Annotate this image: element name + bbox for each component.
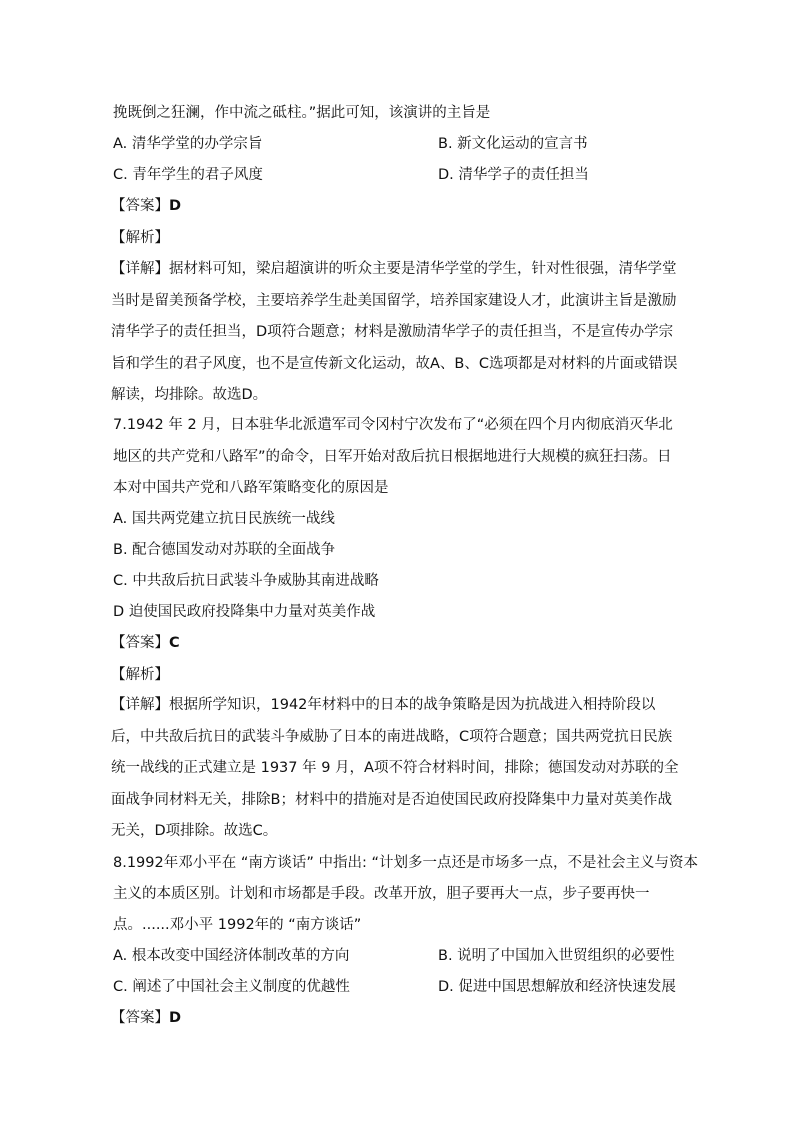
- q8-answer-row: [111, 1008, 181, 1028]
- q8-stem-line-3: 点。......邓小平 1992年的 “南方谈话”: [113, 917, 362, 933]
- q6-detail-text: 据材料可知，梁启超演讲的听众主要是清华学堂的学生，针对性很强，清华学堂当时是留美预备学校，主要培养学生赴美国留学，培养国家建设人才，此演讲主旨是激励清华学子的责任担当，D项符合题意；材料是激励清华学子的责任担当，不是宣传办学宗旨和学生的君子风度，也不是宣传新文化运动，故A、B、C选项都是对材料的片面或错误解读，均排除。故选D。: [111, 261, 678, 403]
- q6-answer-row: [111, 196, 181, 216]
- q8-answer-tag: 【答案】: [111, 1010, 169, 1026]
- q6-detail: [111, 254, 681, 412]
- q8-option-a: A. 根本改变中国经济体制改革的方向: [113, 948, 350, 964]
- q8-stem-line-1: 8.1992年邓小平在 “南方谈话” 中指出: “计划多一点还是市场多一点，不是社会主义与资本: [113, 855, 698, 871]
- q7-option-a: A. 国共两党建立抗日民族统一战线: [113, 511, 335, 527]
- q7-answer-row: [111, 633, 180, 653]
- q7-option-d: D 迫使国民政府投降集中力量对英美作战: [113, 604, 376, 620]
- q7-option-c: C. 中共敌后抗日武装斗争威胁其南进战略: [113, 573, 379, 589]
- q7-option-b: B. 配合德国发动对苏联的全面战争: [113, 542, 336, 558]
- q6-stem-tail: 挽既倒之狂澜，作中流之砥柱。”据此可知，该演讲的主旨是: [113, 105, 491, 121]
- q8-stem-line-2: 主义的本质区别。计划和市场都是手段。改革开放，胆子要再大一点，步子要再快一: [113, 886, 650, 902]
- q7-detail-tag: 【详解】: [111, 697, 169, 713]
- q6-answer: D: [169, 198, 182, 214]
- q6-analysis-tag: 【解析】: [111, 230, 169, 246]
- q8-option-c: C. 阐述了中国社会主义制度的优越性: [113, 979, 350, 995]
- q6-option-b: B. 新文化运动的宣言书: [438, 136, 588, 152]
- q6-option-c: C. 青年学生的君子风度: [113, 167, 263, 183]
- q6-option-d: D. 清华学子的责任担当: [438, 167, 589, 183]
- q8-answer: D: [169, 1010, 182, 1026]
- q7-detail: [111, 690, 681, 848]
- q7-answer: C: [169, 635, 180, 651]
- q8-option-b: B. 说明了中国加入世贸组织的必要性: [438, 948, 675, 964]
- q7-detail-text: 根据所学知识，1942年材料中的日本的战争策略是因为抗战进入相持阶段以后，中共敌后抗日的武装斗争威胁了日本的南进战略，C项符合题意；国共两党抗日民族统一战线的正式建立是 1937 年 9 月，A项不符合材料时间，排除；德国发动对苏联的全面战争同材料无关，排除B；材料中的措施对是否迫使国民政府投降集中力量对英美作战无关，D项排除。故选C。: [111, 697, 679, 839]
- q6-option-a: A. 清华学堂的办学宗旨: [113, 136, 263, 152]
- q6-detail-tag: 【详解】: [111, 261, 169, 277]
- q7-answer-tag: 【答案】: [111, 635, 169, 651]
- q7-stem: 7.1942 年 2 月，日本驻华北派遣军司令冈村宁次发布了“必须在四个月内彻底消灭华北地区的共产党和八路军”的命令，日军开始对敌后抗日根据地进行大规模的疯狂扫荡。日本对中国共产党和八路军策略变化的原因是: [113, 417, 673, 496]
- q7-analysis-tag: 【解析】: [111, 667, 169, 683]
- q8-option-d: D. 促进中国思想解放和经济快速发展: [438, 979, 676, 995]
- q6-answer-tag: 【答案】: [111, 198, 169, 214]
